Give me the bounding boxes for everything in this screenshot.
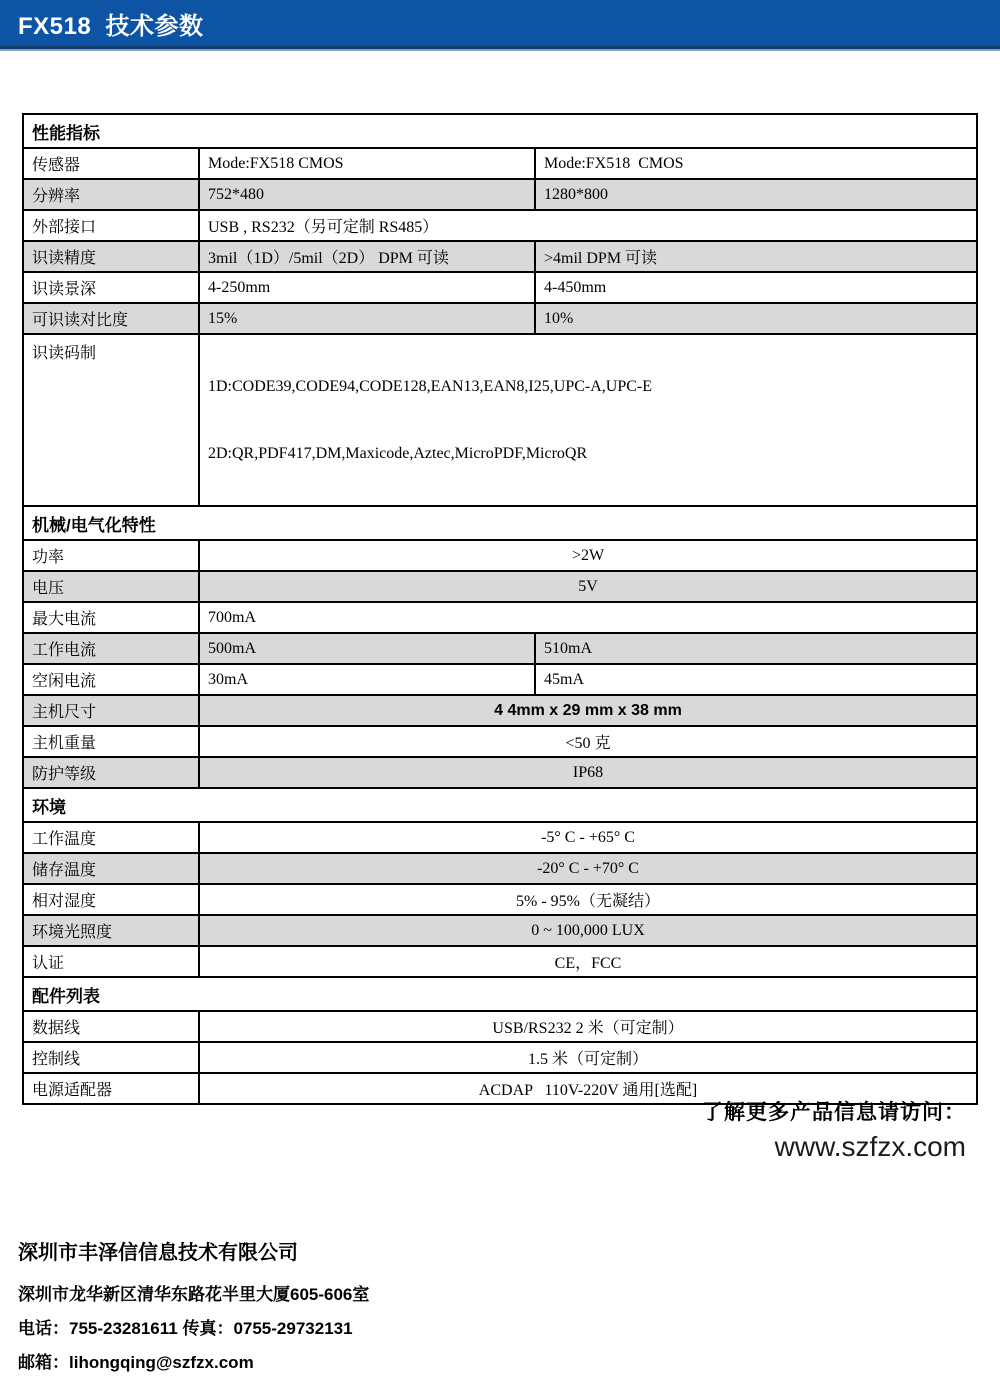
page-header-bar — [0, 0, 1000, 46]
symbology-2d-list: 2D:QR,PDF417,DM,Maxicode,Aztec,MicroPDF,MicroQR — [208, 444, 588, 462]
spec-row-depth — [24, 271, 976, 302]
row-label: 传感器 — [24, 149, 200, 178]
row-label: 空闲电流 — [24, 665, 200, 694]
spec-row-weight — [24, 725, 976, 756]
row-value-1: 752*480 — [200, 180, 536, 209]
company-address: 深圳市龙华新区清华东路花半里大厦605-606室 — [18, 1285, 370, 1304]
spec-row-resolution — [24, 178, 976, 209]
row-label: 主机尺寸 — [24, 696, 200, 725]
row-label: 可识读对比度 — [24, 304, 200, 333]
row-value-2: 510mA — [544, 639, 592, 657]
spec-row-symbologies — [24, 333, 976, 505]
page-header — [0, 0, 1000, 51]
promo-text: 了解更多产品信息请访问： — [702, 1100, 966, 1124]
row-value-1: 4-250mm — [200, 273, 536, 302]
row-value: >2W — [571, 546, 605, 564]
spec-row-data-cable — [24, 1010, 976, 1041]
spec-row-illumination — [24, 914, 976, 945]
page-title: FX518 技术参数 — [18, 12, 204, 40]
row-label: 识读码制 — [24, 335, 200, 505]
spec-row-dimensions — [24, 694, 976, 725]
row-label: 主机重量 — [24, 727, 200, 756]
row-value-2: Mode:FX518 CMOS — [544, 154, 684, 172]
website-url: www.szfzx.com — [774, 1131, 966, 1162]
spec-row-control-cable — [24, 1041, 976, 1072]
spec-row-idle-current — [24, 663, 976, 694]
row-label: 相对湿度 — [24, 885, 200, 914]
row-value: CE，FCC — [554, 955, 622, 972]
row-value: 5% - 95%（无凝结） — [516, 893, 660, 910]
row-label: 识读精度 — [24, 242, 200, 271]
spec-row-contrast — [24, 302, 976, 333]
section-header-performance: 性能指标 — [24, 115, 976, 147]
spec-row-humidity — [24, 883, 976, 914]
row-label: 工作温度 — [24, 823, 200, 852]
row-value: IP68 — [572, 763, 604, 781]
row-label: 工作电流 — [24, 634, 200, 663]
row-value-2: 1280*800 — [544, 185, 608, 203]
company-name: 深圳市丰泽信信息技术有限公司 — [18, 1242, 298, 1264]
row-label: 环境光照度 — [24, 916, 200, 945]
row-value-1: Mode:FX518 CMOS — [200, 149, 536, 178]
row-value-2: >4mil DPM 可读 — [544, 250, 658, 267]
row-value-2: 10% — [544, 309, 574, 327]
row-value-2: 4-450mm — [544, 278, 607, 296]
row-value: USB , RS232（另可定制 RS485） — [208, 219, 439, 236]
row-value — [200, 335, 976, 505]
row-label: 防护等级 — [24, 758, 200, 787]
row-label: 最大电流 — [24, 603, 200, 632]
row-value: <50 克 — [565, 735, 611, 752]
row-value-1: 15% — [200, 304, 536, 333]
row-label: 储存温度 — [24, 854, 200, 883]
spec-table — [22, 113, 978, 1105]
spec-row-protection — [24, 756, 976, 787]
row-label: 分辨率 — [24, 180, 200, 209]
symbology-1d-list: 1D:CODE39,CODE94,CODE128,EAN13,EAN8,I25,UPC-A,UPC-E — [208, 377, 652, 395]
section-header-mechanical: 机械/电气化特性 — [24, 505, 976, 539]
row-value: 1.5 米（可定制） — [527, 1051, 648, 1068]
row-label: 认证 — [24, 947, 200, 976]
spec-row-interface — [24, 209, 976, 240]
row-value: 4 4mm x 29 mm x 38 mm — [494, 701, 682, 719]
row-value: ACDAP 110V-220V 通用[选配] — [478, 1082, 698, 1099]
row-value: USB/RS232 2 米（可定制） — [492, 1020, 684, 1037]
spec-row-precision — [24, 240, 976, 271]
spec-row-voltage — [24, 570, 976, 601]
company-phone-fax: 电话：755-23281611 传真：0755-29732131 — [18, 1319, 353, 1338]
spec-row-sensor — [24, 147, 976, 178]
row-value-1: 30mA — [200, 665, 536, 694]
row-label: 控制线 — [24, 1043, 200, 1072]
row-value: 700mA — [208, 608, 256, 626]
row-value: -20° C - +70° C — [537, 859, 639, 877]
spec-row-power — [24, 539, 976, 570]
spec-row-working-temp — [24, 821, 976, 852]
row-label: 外部接口 — [24, 211, 200, 240]
row-label: 识读景深 — [24, 273, 200, 302]
header-divider-light — [0, 49, 1000, 51]
row-label: 功率 — [24, 541, 200, 570]
row-value-2: 45mA — [544, 670, 584, 688]
promo-block — [702, 1096, 966, 1163]
spec-row-storage-temp — [24, 852, 976, 883]
company-email: 邮箱：lihongqing@szfzx.com — [18, 1353, 254, 1372]
row-label: 数据线 — [24, 1012, 200, 1041]
company-info — [18, 1236, 369, 1382]
row-label: 电源适配器 — [24, 1074, 200, 1103]
spec-row-working-current — [24, 632, 976, 663]
row-label: 电压 — [24, 572, 200, 601]
row-value: 0 ~ 100,000 LUX — [531, 921, 645, 939]
row-value-1: 3mil（1D）/5mil（2D） DPM 可读 — [200, 242, 536, 271]
section-header-accessories: 配件列表 — [24, 976, 976, 1010]
spec-row-max-current — [24, 601, 976, 632]
spec-row-certification — [24, 945, 976, 976]
section-header-environment: 环境 — [24, 787, 976, 821]
row-value: 5V — [578, 577, 598, 595]
row-value-1: 500mA — [200, 634, 536, 663]
row-value: -5° C - +65° C — [541, 828, 635, 846]
